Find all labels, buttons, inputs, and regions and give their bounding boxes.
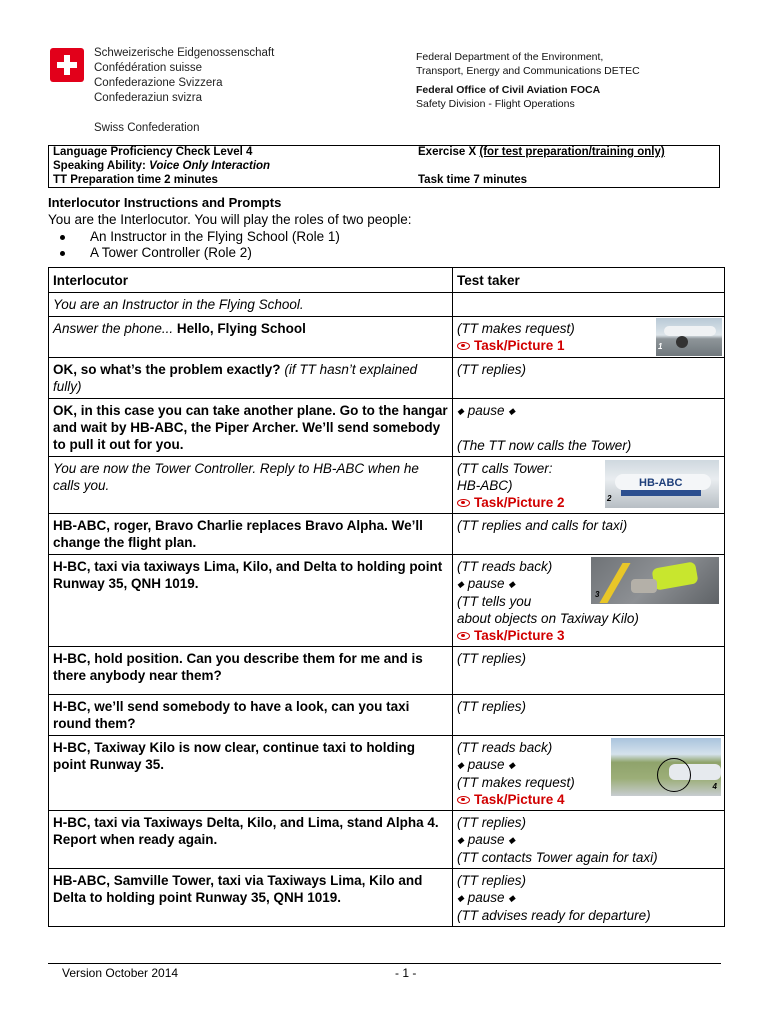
interlocutor-cell: HB-ABC, roger, Bravo Charlie replaces Bravo Alpha. We’ll change the flight plan. <box>49 514 453 555</box>
table-row <box>49 646 725 694</box>
department-block <box>416 51 640 111</box>
test-taker-cell <box>453 868 725 926</box>
test-taker-cell <box>453 317 725 358</box>
eye-icon <box>457 342 470 350</box>
confederation-names <box>94 46 274 106</box>
picture-number: 2 <box>607 494 612 503</box>
exercise-label-line <box>418 146 665 158</box>
confederation-line: Confederazione Svizzera <box>94 77 223 89</box>
diamond-icon: ◆ <box>508 578 516 589</box>
table-row <box>49 868 725 926</box>
diamond-icon: ◆ <box>508 759 516 770</box>
eye-icon <box>457 499 470 507</box>
interlocutor-cell: H-BC, taxi via taxiways Lima, Kilo, and Delta to holding point Runway 35, QNH 1019. <box>49 555 453 647</box>
picture-number: 3 <box>595 590 600 599</box>
diamond-icon: ◆ <box>457 578 464 589</box>
swiss-confederation-label: Swiss Confederation <box>94 122 200 134</box>
check-level: Language Proficiency Check Level 4 <box>53 146 253 158</box>
prompt-note: (if TT hasn’t explained fully) <box>53 362 418 394</box>
eye-icon <box>457 796 470 804</box>
task-picture-1 <box>656 318 722 356</box>
diamond-icon: ◆ <box>457 892 464 903</box>
division-name: Safety Division - Flight Operations <box>416 97 575 110</box>
interlocutor-cell: OK, in this case you can take another plane. Go to the hangar and wait by HB-ABC, the Piper Archer. We’ll send somebody to pull it out for you. <box>49 399 453 457</box>
interlocutor-cell <box>49 358 453 399</box>
picture-number: 1 <box>658 342 663 351</box>
interlocutor-cell: H-BC, Taxiway Kilo is now clear, continue taxi to holding point Runway 35. <box>49 735 453 810</box>
instructions-heading: Interlocutor Instructions and Prompts <box>48 195 282 210</box>
confederation-line: Confederaziun svizra <box>94 92 203 104</box>
instructions-text: You are the Interlocutor. You will play the roles of two people: <box>48 212 412 227</box>
table-header-row <box>49 268 725 293</box>
pause-line <box>457 831 720 849</box>
diamond-icon: ◆ <box>508 892 516 903</box>
task-picture-3 <box>591 557 719 604</box>
table-row <box>49 457 725 514</box>
table-row <box>49 555 725 647</box>
test-taker-cell <box>453 735 725 810</box>
table-row <box>49 358 725 399</box>
tt-line: HB-ABC) <box>457 478 513 493</box>
confederation-line: Schweizerische Eidgenossenschaft <box>94 47 275 59</box>
tt-line: (TT contacts Tower again for taxi) <box>457 849 658 865</box>
interlocutor-cell: H-BC, hold position. Can you describe them for me and is there anybody near them? <box>49 646 453 694</box>
task-picture-4 <box>611 738 721 796</box>
task-label: Task/Picture 3 <box>474 627 565 643</box>
test-taker-cell <box>453 399 725 457</box>
interlocutor-cell: HB-ABC, Samville Tower, taxi via Taxiways Lima, Kilo and Delta to holding point Runway 35, QNH 1019. <box>49 868 453 926</box>
pause-label: pause <box>467 756 505 772</box>
tt-line: (TT tells you <box>457 593 532 609</box>
test-taker-cell <box>453 810 725 868</box>
role-label: An Instructor in the Flying School (Role 1) <box>90 229 340 244</box>
tt-line: (TT replies) <box>457 872 527 888</box>
table-row <box>49 810 725 868</box>
exercise-label: Exercise X <box>418 146 477 158</box>
confederation-line: Confédération suisse <box>94 62 203 74</box>
tt-line: (TT replies) <box>457 814 527 830</box>
table-row <box>49 735 725 810</box>
table-row <box>49 694 725 735</box>
footer-divider <box>48 963 721 964</box>
exercise-info-box <box>48 145 720 188</box>
prompt-bold: OK, so what’s the problem exactly? <box>53 362 281 377</box>
registration-label: HB-ABC <box>639 477 683 489</box>
interlocutor-cell: You are an Instructor in the Flying School. <box>49 293 453 317</box>
speaking-value: Voice Only Interaction <box>149 160 271 172</box>
pause-line <box>457 889 720 907</box>
speaking-label: Speaking Ability: <box>53 160 146 172</box>
task-label: Task/Picture 2 <box>474 495 565 510</box>
pause-label: pause <box>467 403 505 418</box>
test-taker-cell <box>453 293 725 317</box>
tt-line: (TT calls Tower: <box>457 461 553 476</box>
interlocutor-cell: You are now the Tower Controller. Reply to HB-ABC when he calls you. <box>49 457 453 514</box>
eye-icon <box>457 632 470 640</box>
department-line: Transport, Energy and Communications DETEC <box>416 64 640 77</box>
interlocutor-cell: H-BC, we’ll send somebody to have a look, can you taxi round them? <box>49 694 453 735</box>
diamond-icon: ◆ <box>457 834 464 845</box>
department-line: Federal Department of the Environment, <box>416 51 604 63</box>
header-interlocutor: Interlocutor <box>49 268 453 293</box>
task-picture-link <box>457 627 720 644</box>
prep-time: TT Preparation time 2 minutes <box>53 174 218 186</box>
footer-version: Version October 2014 <box>62 966 179 980</box>
picture-number: 4 <box>712 781 717 791</box>
prompt-bold: Hello, Flying School <box>176 321 306 336</box>
task-label: Task/Picture 4 <box>474 791 565 807</box>
exercise-note: (for test preparation/training only) <box>479 146 665 158</box>
table-row <box>49 514 725 555</box>
pause-label: pause <box>467 889 505 905</box>
tt-line: (TT reads back) <box>457 559 553 574</box>
tt-line: (The TT now calls the Tower) <box>457 437 632 453</box>
test-taker-cell: (TT replies) <box>453 358 725 399</box>
diamond-icon: ◆ <box>457 759 464 770</box>
task-label: Task/Picture 1 <box>474 338 565 353</box>
diamond-icon: ◆ <box>508 405 516 416</box>
swiss-flag-logo <box>50 48 84 82</box>
tt-line: (TT advises ready for departure) <box>457 907 651 923</box>
tt-line: (TT reads back) <box>457 739 553 755</box>
speaking-ability <box>53 160 270 172</box>
test-taker-cell <box>453 457 725 514</box>
test-taker-cell <box>453 555 725 647</box>
diamond-icon: ◆ <box>457 405 464 416</box>
bullet-icon <box>60 251 65 256</box>
tt-line: about objects on Taxiway Kilo) <box>457 610 639 626</box>
pause-label: pause <box>467 831 505 847</box>
table-row <box>49 399 725 457</box>
test-taker-cell: (TT replies) <box>453 646 725 694</box>
tt-line: (TT makes request) <box>457 774 575 790</box>
role-label: A Tower Controller (Role 2) <box>90 245 252 260</box>
bullet-icon <box>60 235 65 240</box>
task-picture-2 <box>605 460 719 508</box>
interlocutor-cell <box>49 317 453 358</box>
table-row <box>49 293 725 317</box>
test-taker-cell: (TT replies) <box>453 694 725 735</box>
office-name: Federal Office of Civil Aviation FOCA <box>416 84 601 96</box>
footer-page-number: - 1 - <box>395 966 417 980</box>
test-taker-cell: (TT replies and calls for taxi) <box>453 514 725 555</box>
task-time: Task time 7 minutes <box>418 174 528 186</box>
pause-label: pause <box>467 576 505 591</box>
header-test-taker: Test taker <box>453 268 725 293</box>
table-row <box>49 317 725 358</box>
prompt-pre: Answer the phone... <box>53 321 174 336</box>
interlocutor-cell: H-BC, taxi via Taxiways Delta, Kilo, and Lima, stand Alpha 4. Report when ready again. <box>49 810 453 868</box>
tt-line: (TT makes request) <box>457 321 575 336</box>
diamond-icon: ◆ <box>508 834 516 845</box>
pause-line <box>457 402 720 420</box>
prompts-table <box>48 267 725 927</box>
